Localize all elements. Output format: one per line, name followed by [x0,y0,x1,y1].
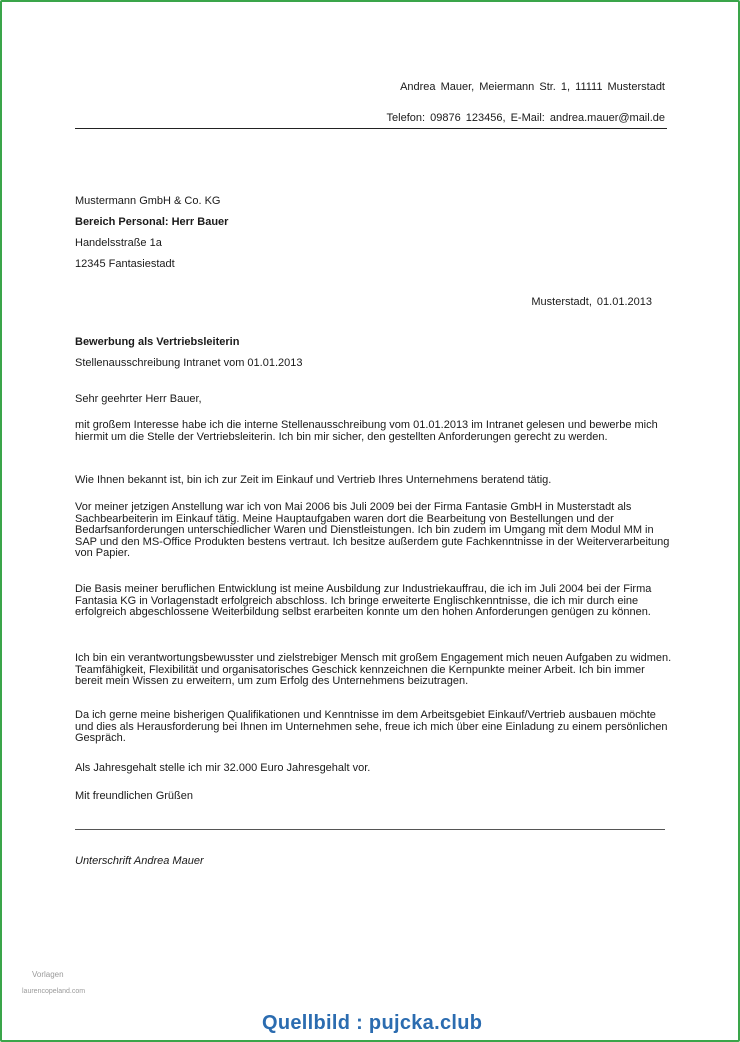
recipient-street: Handelsstraße 1a [75,237,162,249]
signature-block [75,855,204,867]
signature-label: Unterschrift [75,855,132,867]
closing: Mit freundlichen Grüßen [75,790,193,802]
paragraph-1: mit großem Interesse habe ich die interne Stellenausschreibung vom 01.01.2013 im Intranet gelesen und bewerbe mich hiermit um die Stelle der Vertriebsleiterin. Ich bin mir sicher, den gestellten Anforderungen gerecht zu werden. [75,419,658,443]
paragraph-5: Ich bin ein verantwortungsbewusster und zielstrebiger Mensch mit großem Engagement mich neuen Aufgaben zu widmen. Teamfähigkeit, Flexibilität und organisatorisches Geschick kennzeichnen die Kernpunkte meiner Arbeit. Ich bin immer bereit mein Wissen zu erweitern, um zum Erfolg des Unternehmens beizutragen. [75,652,672,688]
paragraph-3: Vor meiner jetzigen Anstellung war ich von Mai 2006 bis Juli 2009 bei der Firma Fantasie GmbH in Musterstadt als Sachbearbeiterin im Einkauf tätig. Meine Hauptaufgaben waren dort die Bearbeitung von Bestellungen und der Bedarfsanforderungen unterschiedlicher Waren und Dienstleistungen. Ich bin zudem im Umgang mit dem Modul MM in SAP und den MS-Office Produkten bestens vertraut. Ich besitze außerdem gute Fachkenntnisse in der Weiterverarbeitung von Papier. [75,501,670,560]
recipient-department: Bereich Personal: Herr Bauer [75,216,229,228]
date-line: Musterstadt, 01.01.2013 [531,296,652,308]
watermark-source: Quellbild : pujcka.club [262,1012,483,1034]
paragraph-2: Wie Ihnen bekannt ist, bin ich zur Zeit im Einkauf und Vertrieb Ihres Unternehmens beratend tätig. [75,474,552,486]
salutation: Sehr geehrter Herr Bauer, [75,393,202,405]
subject-reference: Stellenausschreibung Intranet vom 01.01.2013 [75,357,303,369]
sender-contact: Telefon: 09876 123456, E-Mail: andrea.mauer@mail.de [386,112,665,124]
paragraph-7: Als Jahresgehalt stelle ich mir 32.000 Euro Jahresgehalt vor. [75,762,371,774]
sender-address: Andrea Mauer, Meiermann Str. 1, 11111 Musterstadt [400,81,665,93]
recipient-company: Mustermann GmbH & Co. KG [75,195,221,207]
watermark-vorlagen: Vorlagen [32,970,64,979]
signature-name: Andrea Mauer [133,855,204,867]
subject-title: Bewerbung als Vertriebsleiterin [75,336,240,348]
paragraph-4: Die Basis meiner beruflichen Entwicklung ist meine Ausbildung zur Industriekauffrau, die ich im Juli 2004 bei der Firma Fantasia KG in Vorlagenstadt erfolgreich abschloss. Ich bringe erweiterte Englischkenntnisse, die ich mir durch eine erfolgreich abgeschlossene Weiterbildung selbst erarbeiten konnte um den hohen Anforderungen genügen zu können. [75,583,652,619]
watermark-site: laurencopeland.com [22,988,86,995]
signature-line [75,829,665,830]
recipient-city: 12345 Fantasiestadt [75,258,175,270]
header-divider [75,128,667,129]
paragraph-6: Da ich gerne meine bisherigen Qualifikationen und Kenntnisse im dem Arbeitsgebiet Einkauf/Vertrieb ausbauen möchte und dies als Herausforderung bei Ihnen im Unternehmen sehe, freue ich mich über eine Einladung zu einem persönlichen Gespräch. [75,709,668,745]
